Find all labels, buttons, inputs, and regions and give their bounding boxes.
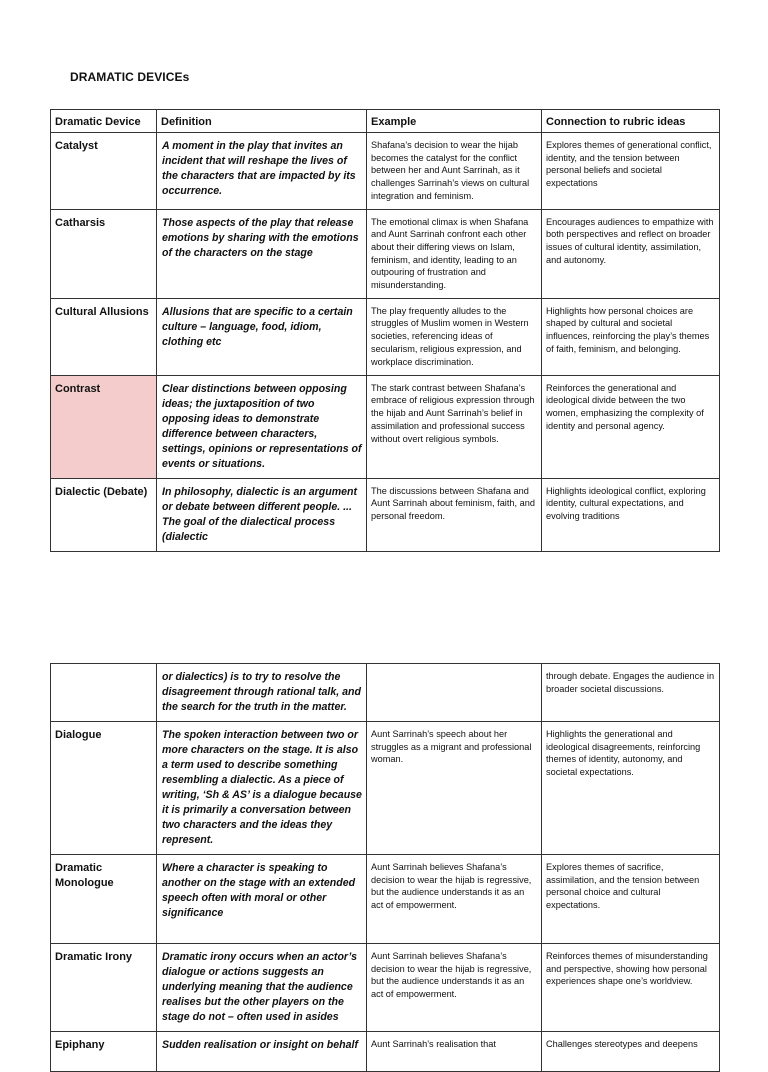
definition-text: Where a character is speaking to another on the stage with an extended speech often with moral or other significance: [162, 862, 356, 919]
example-text: The emotional climax is when Shafana and Aunt Sarrinah confront each other about their differing views on Islam, feminism, and identity, leading to an outpouring of frustration and misunderstanding.: [371, 216, 529, 291]
device-name: Contrast: [55, 382, 101, 395]
connection-text: through debate. Engages the audience in broader societal discussions.: [546, 671, 715, 694]
header-label: Definition: [161, 116, 212, 128]
device-name: [51, 664, 156, 676]
connection-text: Highlights ideological conflict, exploring identity, cultural expectations, and evolving traditions: [546, 485, 706, 522]
definition-text: Clear distinctions between opposing ideas; the juxtaposition of two opposing ideas to demonstrate difference between characters, settings, opinions or representations of events or situations.: [162, 382, 362, 470]
dramatic-devices-table-part-2: [50, 663, 720, 1072]
connection-cell: [542, 855, 720, 944]
connection-cell: [542, 478, 720, 551]
example-cell: [367, 722, 542, 855]
connection-cell: [542, 209, 720, 298]
definition-text: Those aspects of the play that release emotions by sharing with the emotions of the characters on the stage: [162, 216, 359, 259]
device-name: Dramatic Monologue: [55, 862, 114, 889]
header-label: Connection to rubric ideas: [546, 116, 686, 128]
connection-text: Reinforces themes of misunderstanding and perspective, showing how personal experiences shape one’s worldview.: [546, 951, 708, 987]
table-row: [51, 664, 720, 722]
connection-cell: [542, 944, 720, 1032]
device-name: Dialectic (Debate): [55, 485, 148, 498]
dramatic-devices-table-part-1: [50, 109, 720, 552]
table-row-highlighted: [51, 375, 720, 478]
table-row: [51, 722, 720, 855]
example-cell: [367, 375, 542, 478]
example-cell: [367, 298, 542, 375]
connection-text: Challenges stereotypes and deepens: [546, 1039, 698, 1049]
connection-cell: [542, 722, 720, 855]
example-text: The stark contrast between Shafana’s embrace of religious expression through the hijab and Aunt Sarrinah’s belief in assimilation and professional success without overt religious symbols.: [371, 382, 535, 444]
header-definition: [157, 110, 367, 133]
example-cell: [367, 855, 542, 944]
example-text: The play frequently alludes to the struggles of Muslim women in Western societies, referencing ideas of secularism, religious expression, and workplace discrimination.: [371, 305, 529, 367]
device-name: Catalyst: [55, 140, 98, 152]
definition-cell: [157, 375, 367, 478]
definition-cell: [157, 298, 367, 375]
device-cell: [51, 722, 157, 855]
example-cell: [367, 133, 542, 210]
connection-text: Reinforces the generational and ideological divide between the two women, emphasizing the complexity of identity and personal agency.: [546, 382, 704, 431]
definition-text: Allusions that are specific to a certain culture – language, food, idiom, clothing etc: [162, 305, 353, 348]
definition-cell: [157, 478, 367, 551]
device-cell: [51, 298, 157, 375]
header-label: Dramatic Device: [55, 116, 141, 128]
header-connection: [542, 110, 720, 133]
table-row: [51, 944, 720, 1032]
example-cell: [367, 1032, 542, 1072]
example-text: Aunt Sarrinah’s realisation that: [371, 1039, 496, 1049]
definition-cell: [157, 664, 367, 722]
device-cell: [51, 133, 157, 210]
example-cell: [367, 478, 542, 551]
device-cell: [51, 1032, 157, 1072]
example-text: Aunt Sarrinah believes Shafana’s decision to wear the hijab is regressive, but the audience understands it as an act of empowerment.: [371, 951, 532, 1000]
table-row: [51, 298, 720, 375]
definition-text: Sudden realisation or insight on behalf: [162, 1039, 358, 1051]
connection-text: Highlights the generational and ideological disagreements, reinforcing themes of identity, autonomy, and societal expectations.: [546, 729, 701, 778]
connection-cell: [542, 133, 720, 210]
connection-text: Encourages audiences to empathize with both perspectives and reflect on broader issues of cultural identity, assimilation, and autonomy.: [546, 216, 714, 265]
definition-text: A moment in the play that invites an incident that will reshape the lives of the characters that are impacted by its occurrence.: [162, 140, 356, 197]
definition-text: Dramatic irony occurs when an actor’s dialogue or actions suggests an underlying meaning that the audience realises but the other players on the stage do not – often used in asides: [162, 951, 358, 1023]
table-header-row: [51, 110, 720, 133]
example-text: The discussions between Shafana and Aunt Sarrinah about feminism, faith, and personal freedom.: [371, 485, 535, 522]
table-row: [51, 1032, 720, 1072]
definition-text: or dialectics) is to try to resolve the disagreement through rational talk, and the search for the truth in the matter.: [162, 671, 361, 713]
table-row: [51, 478, 720, 551]
example-text: [367, 664, 541, 676]
table-row: [51, 855, 720, 944]
example-cell: [367, 209, 542, 298]
table-row: [51, 133, 720, 210]
device-cell: [51, 944, 157, 1032]
connection-text: Explores themes of sacrifice, assimilation, and the tension between personal choice and cultural expectations.: [546, 862, 700, 911]
definition-cell: [157, 722, 367, 855]
definition-cell: [157, 944, 367, 1032]
device-cell-highlighted: [51, 375, 157, 478]
device-name: Cultural Allusions: [55, 305, 149, 318]
connection-cell: [542, 1032, 720, 1072]
page-title: DRAMATIC DEVICEs: [70, 70, 190, 84]
definition-cell: [157, 1032, 367, 1072]
device-name: Catharsis: [55, 216, 106, 229]
example-cell: [367, 944, 542, 1032]
device-cell: [51, 855, 157, 944]
example-text: Shafana’s decision to wear the hijab becomes the catalyst for the conflict between her and Aunt Sarrinah, as it challenges Sarrinah’s views on cultural integration and feminism.: [371, 140, 530, 201]
definition-cell: [157, 855, 367, 944]
device-cell: [51, 209, 157, 298]
connection-cell: [542, 298, 720, 375]
device-cell: [51, 478, 157, 551]
example-text: Aunt Sarrinah’s speech about her struggles as a migrant and professional woman.: [371, 729, 532, 765]
connection-text: Highlights how personal choices are shaped by cultural and societal influences, reinforcing the play’s themes of faith, feminism, and belonging.: [546, 305, 710, 354]
connection-cell: [542, 664, 720, 722]
header-dramatic-device: [51, 110, 157, 133]
connection-text: Explores themes of generational conflict, identity, and the tension between personal beliefs and societal expectations: [546, 140, 712, 189]
header-example: [367, 110, 542, 133]
device-name: Dramatic Irony: [55, 951, 133, 963]
definition-text: In philosophy, dialectic is an argument or debate between different people. ... The goal of the dialectical process (dialectic: [162, 485, 358, 543]
example-text: Aunt Sarrinah believes Shafana’s decision to wear the hijab is regressive, but the audience understands it as an act of empowerment.: [371, 862, 532, 911]
definition-cell: [157, 209, 367, 298]
table-row: [51, 209, 720, 298]
example-cell: [367, 664, 542, 722]
connection-cell: [542, 375, 720, 478]
header-label: Example: [371, 116, 417, 128]
device-name: Dialogue: [55, 729, 102, 741]
definition-text: The spoken interaction between two or more characters on the stage. It is also a term used to describe something resembling a dialectic. As a piece of writing, ‘Sh & AS’ is a dialogue because it is primarily a conversation between two characters and the ideas they represent.: [162, 729, 362, 846]
definition-cell: [157, 133, 367, 210]
device-cell: [51, 664, 157, 722]
device-name: Epiphany: [55, 1039, 105, 1051]
